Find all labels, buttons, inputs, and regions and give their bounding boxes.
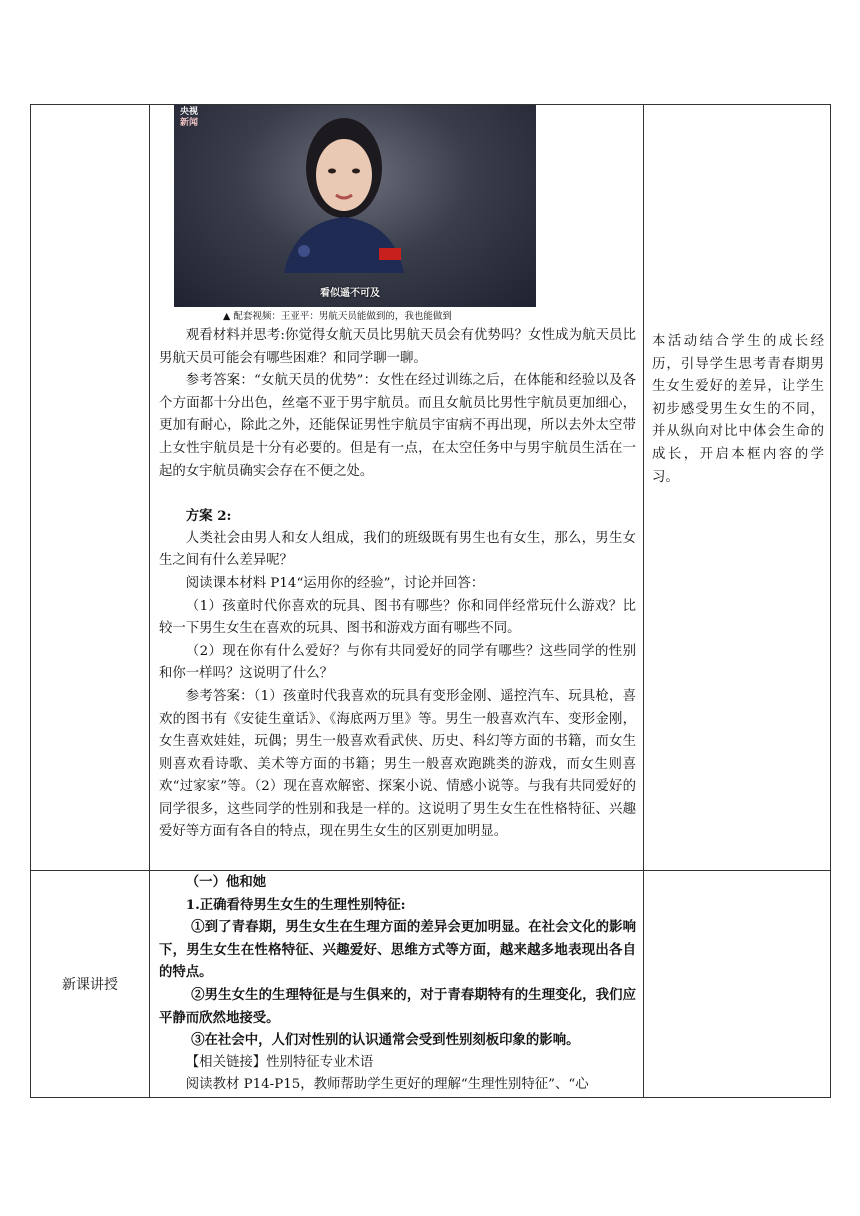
plan2-title: 方案 2: (185, 508, 232, 525)
new-lesson-row (31, 871, 831, 1098)
reference-answer: 参考答案：“女航天员的优势”：女性在经过训练之后，在体能和经验以及各个方面都十分出色，丝毫不亚于男宇航员。而且女航员比男性宇航员更加细心，更加有耐心，除此之外，还能保证男性宇航员宇宙病不再出现，所以去外太空带上女性宇航员是十分有必要的。但是有一点，在太空任务中与男宇航员生活在一起的女宇航员确实会存在不便之处。 (159, 373, 636, 479)
video-caption: ▲ 配套视频：王亚平：男航天员能做到的，我也能做到 (223, 311, 452, 322)
plan2-question-2: （2）现在你有什么爱好？与你有共同爱好的同学有哪些？这些同学的性别和你一样吗？这说明了什么？ (159, 643, 636, 682)
point-item-1: ①到了青春期，男生女生在生理方面的差异会更加明显。在社会文化的影响下，男生女生在性格特征、兴趣爱好、思维方式等方面，越来越多地表现出各自的特点。 (159, 919, 636, 981)
design-intent-text: 本活动结合学生的成长经历，引导学生思考青春期男生女生爱好的差异，让学生初步感受男生女生的不同，并从纵向对比中体会生命的成长，开启本框内容的学习。 (652, 334, 824, 485)
lesson-plan-table (30, 104, 831, 1098)
section-title: （一）他和她 (185, 874, 267, 890)
point-heading: 1.正确看待男生女生的生理性别特征: (185, 896, 406, 913)
discussion-question: 观看材料并思考:你觉得女航天员比男航天员会有优势吗？女性成为航天员比男航天员可能会有哪些困难？和同学聊一聊。 (159, 328, 636, 366)
point-item-2: ②男生女生的生理特征是与生俱来的，对于青春期特有的生理变化，我们应平静而欣然地接受。 (159, 986, 636, 1026)
stage-cell-empty (31, 105, 150, 871)
video-thumbnail[interactable] (174, 105, 536, 307)
cctv-news-logo: 央视 新闻 (180, 107, 199, 128)
activity-content-cell (150, 105, 644, 871)
activity-row (31, 105, 831, 871)
point-item-3: ③在社会中，人们对性别的认识通常会受到性别刻板印象的影响。 (191, 1032, 580, 1049)
plan2-answer: 参考答案：（1）孩童时代我喜欢的玩具有变形金刚、遥控汽车、玩具枪，喜欢的图书有《安徒生童话》、《海底两万里》等。男生一般喜欢汽车、变形金刚，女生喜欢娃娃，玩偶；男生一般喜欢看武侠、历史、科幻等方面的书籍，而女生则喜欢看诗歌、美术等方面的书籍；男生一般喜欢跑跳类的游戏，而女生则喜欢“过家家”等。（2）现在喜欢解密、探案小说、情感小说等。与我有共同爱好的同学很多，这些同学的性别和我是一样的。这说明了男生女生在性格特征、兴趣爱好等方面有各自的特点，现在男生女生的区别更加明显。 (159, 688, 636, 840)
design-intent-cell (644, 105, 831, 871)
plan2-reading: 阅读课本材料 P14“运用你的经验”，讨论并回答： (185, 575, 485, 591)
reading-instruction: 阅读教材 P14-P15，教师帮助学生更好的理解“生理性别特征”、“心 (185, 1077, 589, 1093)
astronaut-figure (274, 113, 414, 273)
video-subtitle: 看似遥不可及 (320, 288, 380, 299)
design-intent-cell-empty (644, 871, 831, 1098)
plan2-intro: 人类社会由男人和女人组成，我们的班级既有男生也有女生，那么，男生女生之间有什么差异呢？ (159, 530, 636, 569)
new-lesson-content-cell (150, 871, 644, 1098)
related-link: 【相关链接】性别特征专业术语 (185, 1054, 374, 1070)
stage-label: 新课讲授 (31, 871, 150, 1098)
plan2-question-1: （1）孩童时代你喜欢的玩具、图书有哪些？你和同伴经常玩什么游戏？比较一下男生女生在喜欢的玩具、图书和游戏方面有哪些不同。 (159, 598, 636, 637)
